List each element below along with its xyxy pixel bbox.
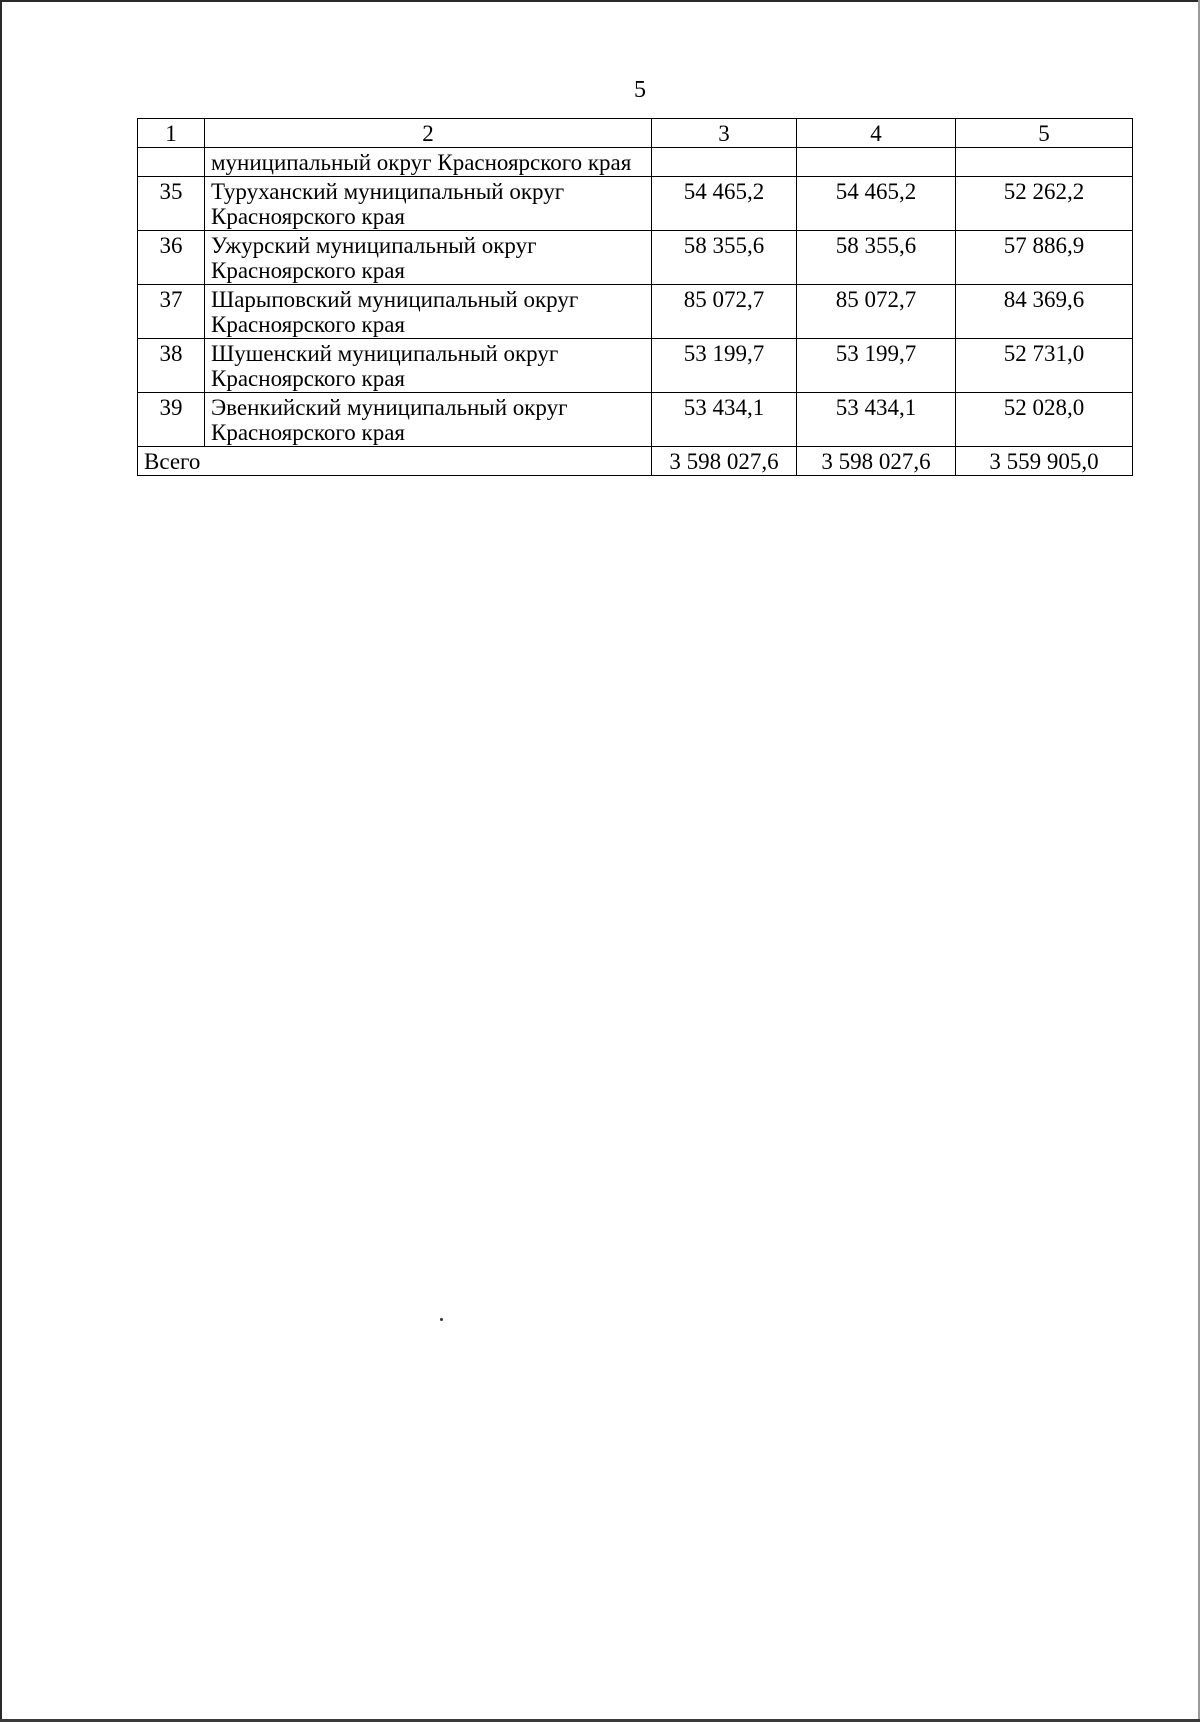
value-col-4: 53 199,7: [797, 339, 956, 393]
municipality-name: Шарыповский муниципальный округ Красноярского края: [205, 285, 652, 339]
table-total-row: [138, 447, 1133, 476]
budget-table: [137, 118, 1133, 476]
value-col-4: 58 355,6: [797, 231, 956, 285]
value-col-5: 52 731,0: [956, 339, 1133, 393]
municipality-name: Туруханский муниципальный округ Красноярского края: [205, 177, 652, 231]
value-col-3: 53 434,1: [652, 393, 797, 447]
row-number: 38: [138, 339, 205, 393]
value-col-3: 85 072,7: [652, 285, 797, 339]
total-col-3: 3 598 027,6: [652, 447, 797, 476]
municipality-name: муниципальный округ Красноярского края: [205, 148, 652, 177]
table-row-continuation: [138, 148, 1133, 177]
row-number: 37: [138, 285, 205, 339]
header-cell-3: 3: [652, 119, 797, 148]
municipality-name: Эвенкийский муниципальный округ Красноярского края: [205, 393, 652, 447]
table-row: [138, 393, 1133, 447]
value-col-3: 53 199,7: [652, 339, 797, 393]
header-cell-1: 1: [138, 119, 205, 148]
value-col-5: 52 262,2: [956, 177, 1133, 231]
row-number: 35: [138, 177, 205, 231]
municipality-name: Ужурский муниципальный округ Красноярского края: [205, 231, 652, 285]
table-header-row: [138, 119, 1133, 148]
header-cell-5: 5: [956, 119, 1133, 148]
row-number: [138, 148, 205, 177]
header-cell-2: 2: [205, 119, 652, 148]
value-col-3: [652, 148, 797, 177]
table-row: [138, 285, 1133, 339]
page-number: 5: [634, 77, 646, 103]
value-col-5: 84 369,6: [956, 285, 1133, 339]
table-row: [138, 339, 1133, 393]
value-col-5: 57 886,9: [956, 231, 1133, 285]
value-col-3: 58 355,6: [652, 231, 797, 285]
value-col-4: [797, 148, 956, 177]
value-col-5: 52 028,0: [956, 393, 1133, 447]
value-col-4: 85 072,7: [797, 285, 956, 339]
table-row: [138, 231, 1133, 285]
value-col-3: 54 465,2: [652, 177, 797, 231]
total-col-4: 3 598 027,6: [797, 447, 956, 476]
row-number: 36: [138, 231, 205, 285]
row-number: 39: [138, 393, 205, 447]
total-col-5: 3 559 905,0: [956, 447, 1133, 476]
value-col-4: 54 465,2: [797, 177, 956, 231]
municipality-name: Шушенский муниципальный округ Красноярского края: [205, 339, 652, 393]
scan-edge-left: [0, 0, 2, 1722]
value-col-4: 53 434,1: [797, 393, 956, 447]
header-cell-4: 4: [797, 119, 956, 148]
value-col-5: [956, 148, 1133, 177]
scan-speck: [440, 1318, 443, 1321]
scan-edge-top: [0, 0, 1200, 2]
table-row: [138, 177, 1133, 231]
total-label: Всего: [138, 447, 652, 476]
